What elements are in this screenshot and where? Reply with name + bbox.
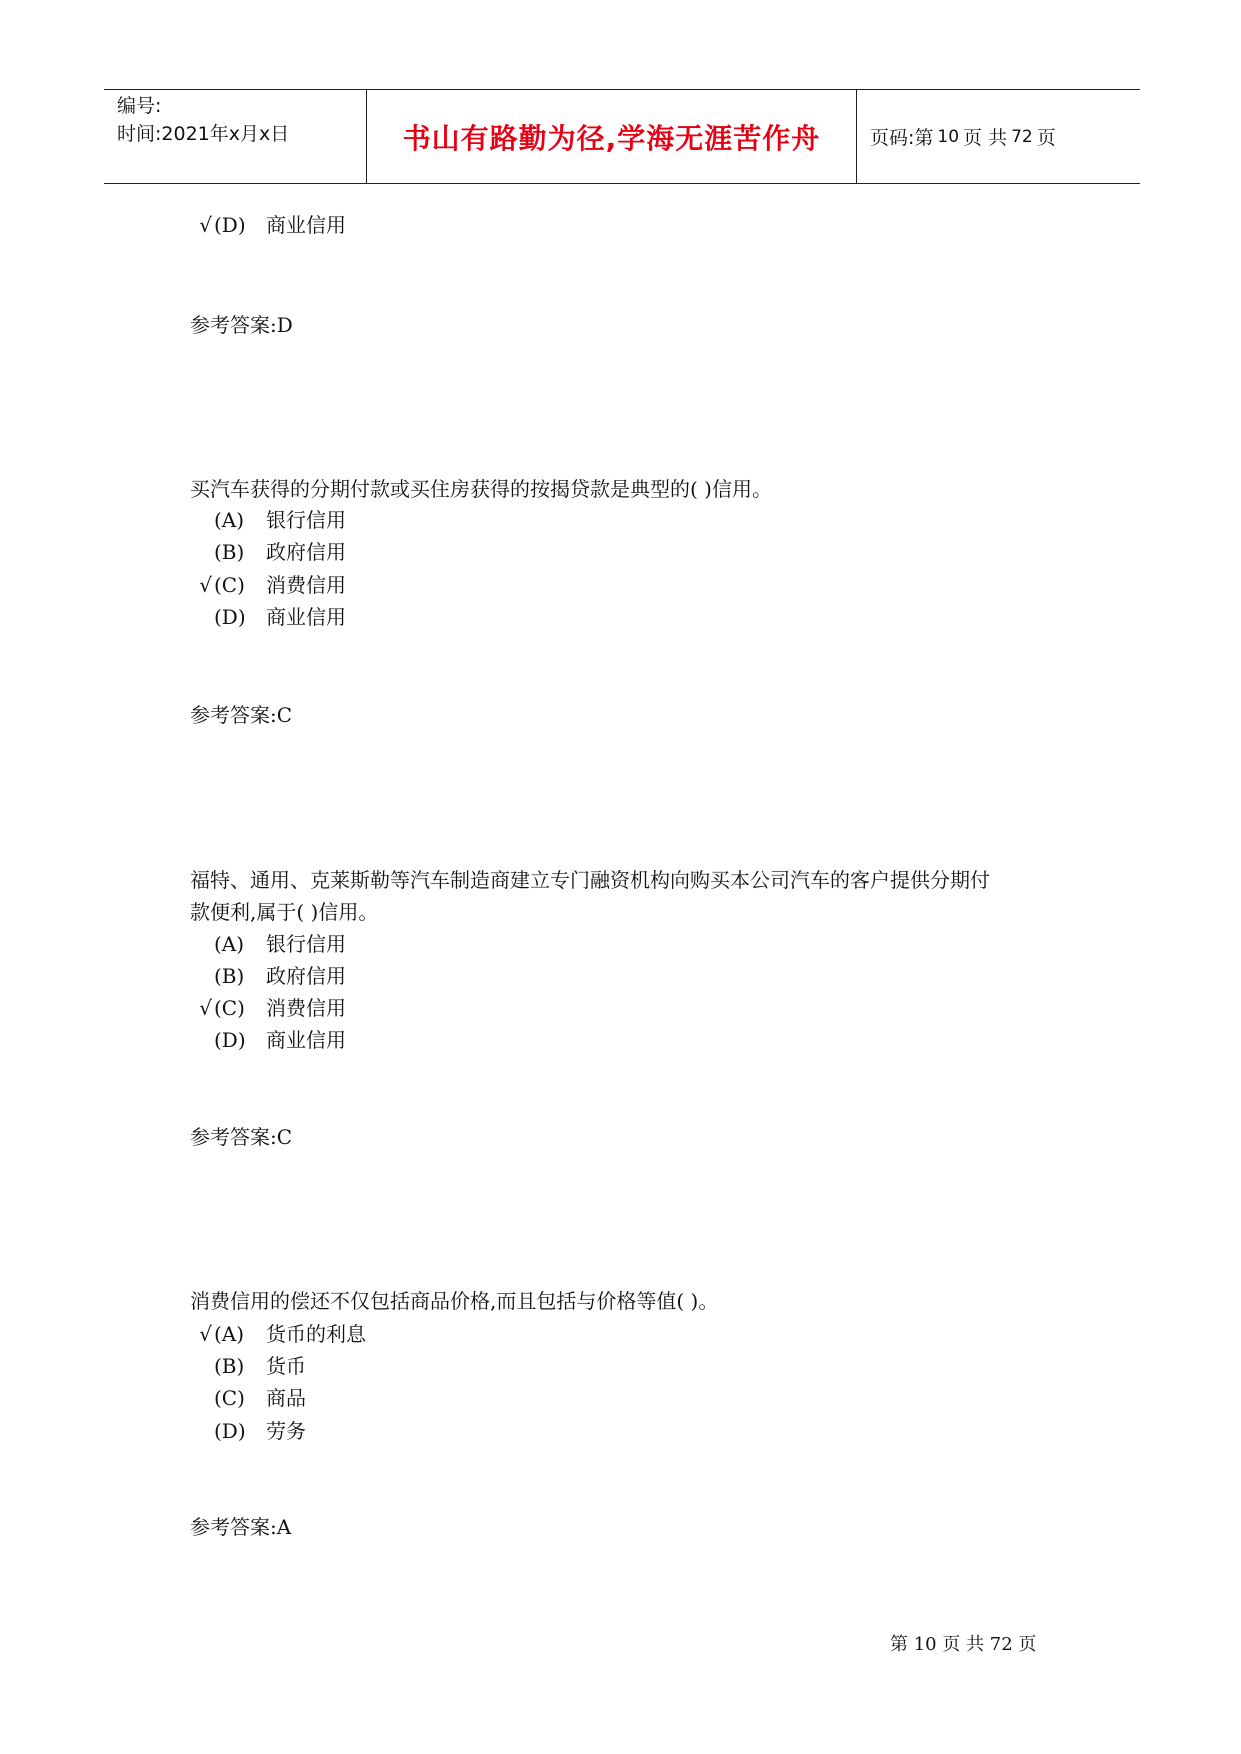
check-mark: [194, 506, 212, 534]
option-row: [194, 1026, 346, 1054]
check-mark: √: [199, 213, 212, 237]
option-text: 商业信用: [266, 1028, 346, 1052]
option-row: [194, 211, 346, 239]
option-text: 货币: [266, 1354, 306, 1378]
page-footer: 第 10 页 共 72 页: [890, 1634, 1037, 1655]
option-letter: (B): [214, 964, 245, 988]
code-label: 编号:: [117, 95, 162, 117]
option-text: 消费信用: [266, 996, 346, 1020]
option-row: [194, 506, 346, 534]
question-text: 福特、通用、克莱斯勒等汽车制造商建立专门融资机构向购买本公司汽车的客户提供分期付: [190, 868, 990, 892]
option-letter: (C): [214, 996, 245, 1020]
option-letter: (A): [214, 932, 245, 956]
reference-answer: 参考答案:C: [190, 703, 293, 727]
page-current: 10: [937, 126, 960, 147]
reference-answer: 参考答案:A: [190, 1515, 292, 1539]
question-text: 消费信用的偿还不仅包括商品价格,而且包括与价格等值( )。: [190, 1289, 719, 1313]
option-text: 政府信用: [266, 540, 346, 564]
page-header: [104, 89, 1140, 184]
option-row: [194, 994, 346, 1022]
option-row: [194, 1384, 306, 1412]
option-text: 货币的利息: [266, 1322, 366, 1346]
page-prefix: 页码:第: [870, 127, 934, 149]
check-mark: [194, 930, 212, 958]
check-mark: √: [199, 996, 212, 1020]
option-letter: (D): [214, 605, 246, 629]
option-letter: (D): [214, 1028, 246, 1052]
option-text: 商业信用: [266, 213, 346, 237]
option-letter: (B): [214, 540, 245, 564]
reference-answer: 参考答案:C: [190, 1125, 293, 1149]
page-mid: 页 共: [963, 127, 1008, 149]
check-mark: [194, 1352, 212, 1380]
option-text: 商业信用: [266, 605, 346, 629]
check-mark: [194, 1384, 212, 1412]
check-mark: [194, 962, 212, 990]
check-mark: √: [199, 573, 212, 597]
page-total: 72: [1011, 126, 1033, 147]
option-letter: (D): [214, 213, 246, 237]
option-row: [194, 1352, 306, 1380]
option-row: [194, 1320, 366, 1348]
option-text: 银行信用: [266, 932, 346, 956]
option-letter: (A): [214, 1322, 245, 1346]
option-row: [194, 571, 346, 599]
option-letter: (C): [214, 573, 245, 597]
option-row: [194, 1417, 306, 1445]
option-row: [194, 538, 346, 566]
check-mark: √: [199, 1322, 212, 1346]
option-row: [194, 603, 346, 631]
reference-answer: 参考答案:D: [190, 313, 293, 337]
option-text: 商品: [266, 1386, 306, 1410]
time-label: 时间:2021年x月x日: [117, 123, 290, 145]
option-text: 银行信用: [266, 508, 346, 532]
option-letter: (A): [214, 508, 245, 532]
header-slogan: 书山有路勤为径,学海无涯苦作舟: [367, 90, 857, 183]
option-letter: (B): [214, 1354, 245, 1378]
option-text: 消费信用: [266, 573, 346, 597]
option-text: 劳务: [266, 1419, 306, 1443]
option-row: [194, 930, 346, 958]
option-letter: (D): [214, 1419, 246, 1443]
option-text: 政府信用: [266, 964, 346, 988]
option-letter: (C): [214, 1386, 245, 1410]
check-mark: [194, 1417, 212, 1445]
check-mark: [194, 1026, 212, 1054]
check-mark: [194, 538, 212, 566]
page-suffix: 页: [1036, 127, 1056, 149]
header-left-cell: [104, 90, 367, 183]
question-text: 买汽车获得的分期付款或买住房获得的按揭贷款是典型的( )信用。: [190, 477, 772, 501]
header-page-info: [857, 90, 1140, 183]
option-row: [194, 962, 346, 990]
question-text: 款便利,属于( )信用。: [190, 900, 379, 924]
check-mark: [194, 603, 212, 631]
